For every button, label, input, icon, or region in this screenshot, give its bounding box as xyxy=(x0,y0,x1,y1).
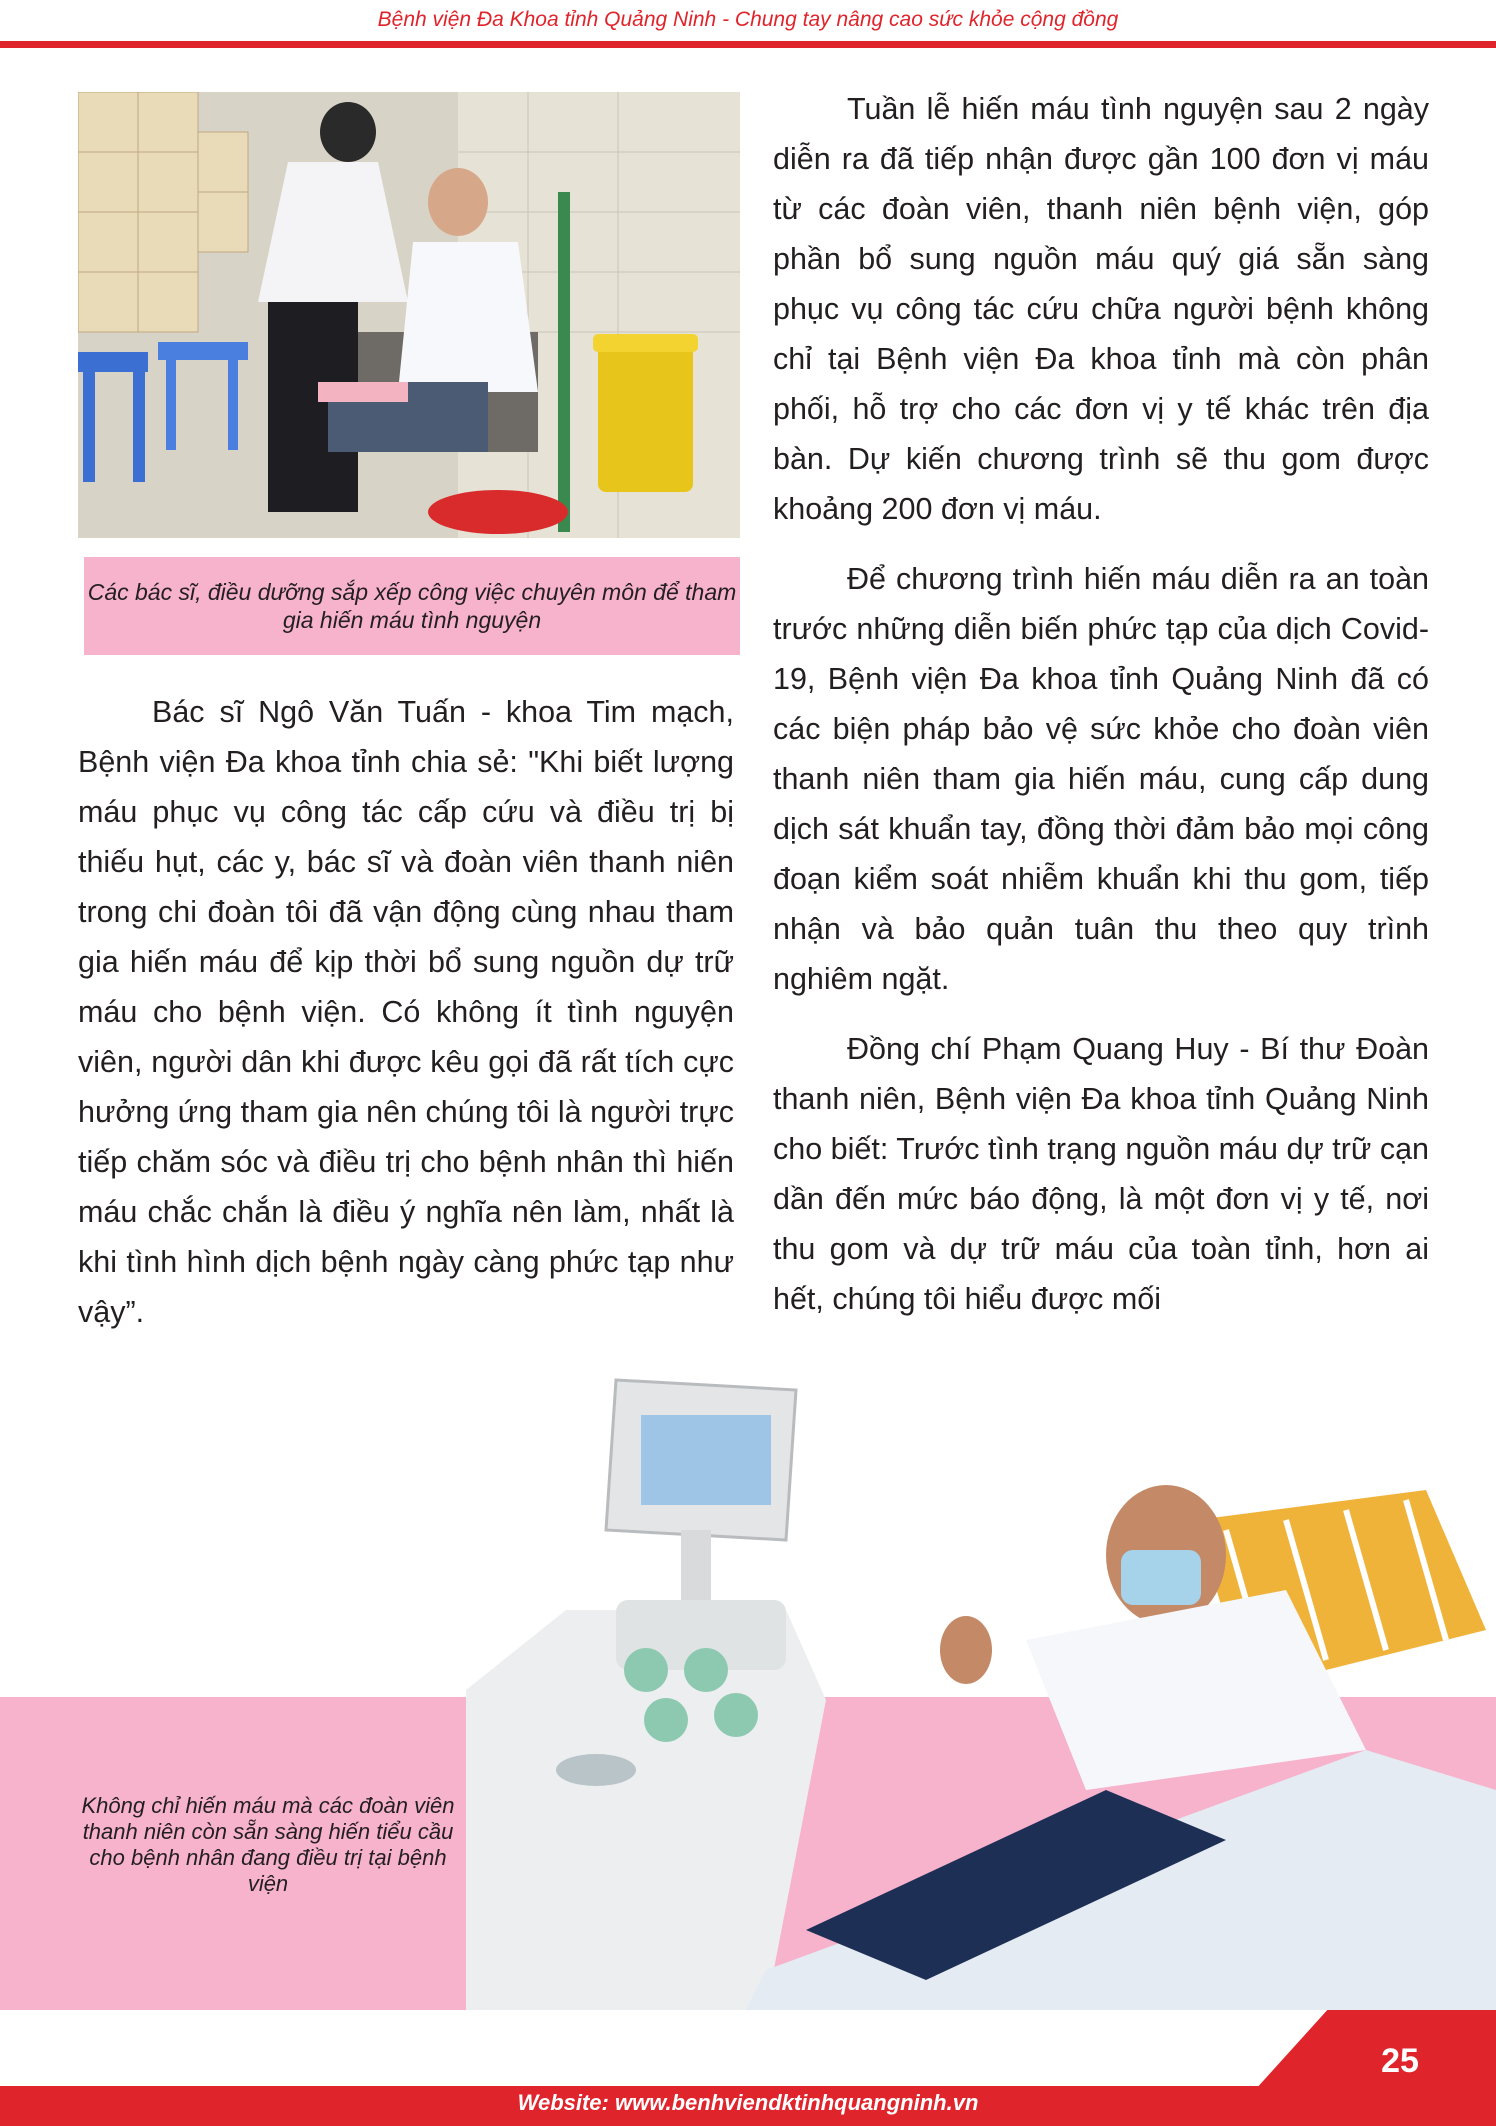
left-column xyxy=(78,687,734,1337)
page-number: 25 xyxy=(1381,2042,1419,2080)
right-column xyxy=(773,84,1429,1324)
right-paragraph-1: Tuần lễ hiến máu tình nguyện sau 2 ngày diễn ra đã tiếp nhận được gần 100 đơn vị máu từ các đoàn viên, thanh niên bệnh viện, góp phần bổ sung nguồn máu quý giá sẵn sàng phục vụ công tác cứu chữa người bệnh không chỉ tại Bệnh viện Đa khoa tỉnh mà còn phân phối, hỗ trợ cho các đơn vị y tế khác trên địa bàn. Dự kiến chương trình sẽ thu gom được khoảng 200 đơn vị máu. xyxy=(773,92,1429,526)
right-paragraph-3: Đồng chí Phạm Quang Huy - Bí thư Đoàn thanh niên, Bệnh viện Đa khoa tỉnh Quảng Ninh cho biết: Trước tình trạng nguồn máu dự trữ cạn dần đến mức báo động, là một đơn vị y tế, nơi thu gom và dự trữ máu của toàn tỉnh, hơn ai hết, chúng tôi hiểu được mối xyxy=(773,1032,1430,1316)
photo-illustration-2 xyxy=(466,1370,1496,2010)
running-header: Bệnh viện Đa Khoa tỉnh Quảng Ninh - Chung tay nâng cao sức khỏe cộng đồng xyxy=(377,8,1119,31)
caption-top-photo: Các bác sĩ, điều dưỡng sắp xếp công việc chuyên môn để tham gia hiến máu tình nguyện xyxy=(84,557,740,655)
photo-blood-donation-room xyxy=(78,92,740,538)
left-paragraph-1: Bác sĩ Ngô Văn Tuấn - khoa Tim mạch, Bệnh viện Đa khoa tỉnh chia sẻ: "Khi biết lượng máu phục vụ công tác cấp cứu và điều trị bị thiếu hụt, các y, bác sĩ và đoàn viên thanh niên trong chi đoàn tôi đã vận động cùng nhau tham gia hiến máu để kịp thời bổ sung nguồn dự trữ máu cho bệnh viện. Có không ít tình nguyện viên, người dân khi được kêu gọi đã rất tích cực hưởng ứng tham gia nên chúng tôi là người trực tiếp chăm sóc và điều trị cho bệnh nhân thì hiến máu chắc chắn là điều ý nghĩa nên làm, nhất là khi tình hình dịch bệnh ngày càng phức tạp như vậy”. xyxy=(78,695,734,1329)
right-paragraph-2: Để chương trình hiến máu diễn ra an toàn trước những diễn biến phức tạp của dịch Covid-19, Bệnh viện Đa khoa tỉnh Quảng Ninh đã có các biện pháp bảo vệ sức khỏe cho đoàn viên thanh niên tham gia hiến máu, cung cấp dung dịch sát khuẩn tay, đồng thời đảm bảo mọi công đoạn kiểm soát nhiễm khuẩn khi thu gom, tiếp nhận và bảo quản tuân thu theo quy trình nghiêm ngặt. xyxy=(773,562,1429,996)
photo-platelet-donation xyxy=(466,1370,1496,2010)
header-rule xyxy=(0,41,1496,48)
photo-illustration xyxy=(78,92,740,538)
caption-bottom-photo: Không chỉ hiến máu mà các đoàn viên thanh niên còn sẵn sàng hiến tiểu cầu cho bệnh nhân đang điều trị tại bệnh viện xyxy=(81,1793,455,1896)
footer-website: Website: www.benhviendktinhquangninh.vn xyxy=(517,2090,979,2115)
